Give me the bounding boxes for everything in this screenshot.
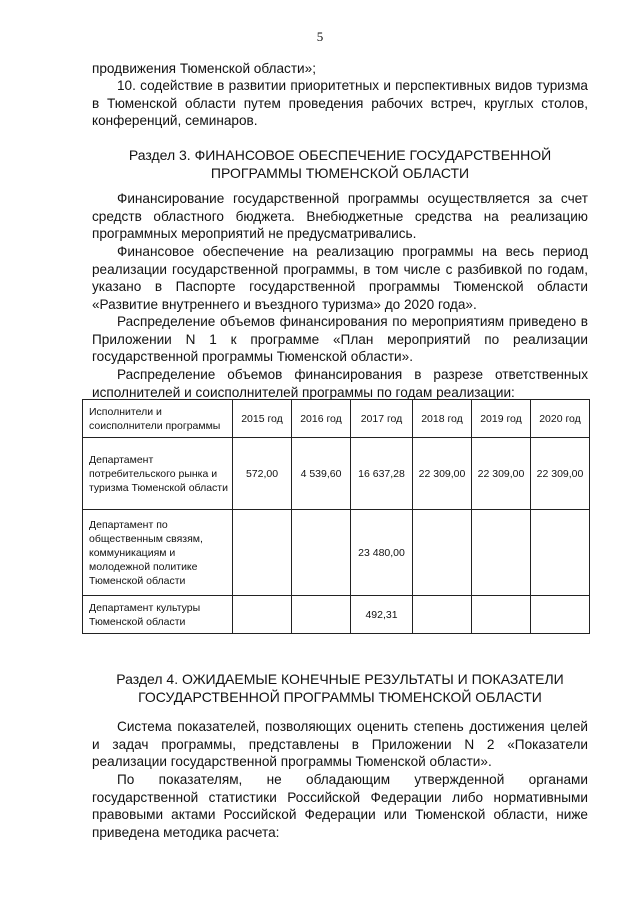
table-cell: 492,31	[351, 596, 413, 634]
table-cell	[233, 596, 292, 634]
table-cell: 4 539,60	[292, 438, 351, 510]
table-cell: Департамент потребительского рынка и туризма Тюменской области	[83, 438, 233, 510]
table-cell	[472, 596, 531, 634]
table-cell	[233, 510, 292, 596]
table-cell: 22 309,00	[413, 438, 472, 510]
table-cell	[413, 510, 472, 596]
table-cell	[292, 596, 351, 634]
table-cell	[531, 596, 590, 634]
table-cell	[472, 510, 531, 596]
section-3-heading-line1: Раздел 3. ФИНАНСОВОЕ ОБЕСПЕЧЕНИЕ ГОСУДАРСТВЕННОЙ	[128, 147, 552, 163]
section-4-paragraph-2: По показателям, не обладающим утвержденной органами государственной статистики Российской Федерации либо нормативными правовыми актами Российской Федерации или Тюменской области, ниже приведена методика расчета:	[92, 772, 588, 840]
table-header-row	[83, 400, 590, 438]
table-header-cell: 2017 год	[351, 400, 413, 438]
table-cell: 572,00	[233, 438, 292, 510]
section-3-paragraph-4: Распределение объемов финансирования в разрезе ответственных исполнителей и соисполнителей программы по годам реализации:	[92, 367, 588, 400]
table-header-cell: 2019 год	[472, 400, 531, 438]
page-number: 5	[316, 29, 324, 44]
table-row	[83, 510, 590, 596]
table-header-cell: 2016 год	[292, 400, 351, 438]
table-header-cell: 2018 год	[413, 400, 472, 438]
section-4-paragraph-1: Система показателей, позволяющих оценить степень достижения целей и задач программы, представлены в Приложении N 2 «Показатели реализации государственной программы Тюменской области».	[92, 719, 588, 769]
financing-table	[82, 399, 590, 634]
table-cell	[413, 596, 472, 634]
intro-line: продвижения Тюменской области»;	[92, 61, 316, 76]
table-cell: Департамент по общественным связям, коммуникациям и молодежной политике Тюменской области	[83, 510, 233, 596]
table-cell	[531, 510, 590, 596]
table-header-cell: 2020 год	[531, 400, 590, 438]
section-3-paragraph-3: Распределение объемов финансирования по мероприятиям приведено в Приложении N 1 к программе «План мероприятий по реализации государственной программы Тюменской области».	[92, 314, 588, 364]
section-3-heading-line2: ПРОГРАММЫ ТЮМЕНСКОЙ ОБЛАСТИ	[210, 165, 470, 181]
table-cell: Департамент культуры Тюменской области	[83, 596, 233, 634]
table-cell: 23 480,00	[351, 510, 413, 596]
table-cell	[292, 510, 351, 596]
table-header-cell: Исполнители и соисполнители программы	[83, 400, 233, 438]
table-row	[83, 596, 590, 634]
table-row	[83, 438, 590, 510]
section-4-heading	[92, 670, 588, 706]
section-4-heading-line1: Раздел 4. ОЖИДАЕМЫЕ КОНЕЧНЫЕ РЕЗУЛЬТАТЫ И ПОКАЗАТЕЛИ	[116, 671, 564, 687]
section-4-heading-line2: ГОСУДАРСТВЕННОЙ ПРОГРАММЫ ТЮМЕНСКОЙ ОБЛАСТИ	[138, 689, 542, 705]
table-header-cell: 2015 год	[233, 400, 292, 438]
table-cell: 16 637,28	[351, 438, 413, 510]
section-3-heading	[92, 146, 588, 182]
list-item-10: 10. содействие в развитии приоритетных и перспективных видов туризма в Тюменской области путем проведения рабочих встреч, круглых столов, конференций, семинаров.	[92, 78, 588, 128]
table-cell: 22 309,00	[531, 438, 590, 510]
section-3-paragraph-1: Финансирование государственной программы осуществляется за счет средств областного бюджета. Внебюджетные средства на реализацию программных мероприятий не предусматривались.	[92, 191, 588, 241]
table-cell: 22 309,00	[472, 438, 531, 510]
section-3-paragraph-2: Финансовое обеспечение на реализацию программы на весь период реализации государственной программы, в том числе с разбивкой по годам, указано в Паспорте государственной программы Тюменской области «Развитие внутреннего и въездного туризма» до 2020 года».	[92, 244, 588, 312]
